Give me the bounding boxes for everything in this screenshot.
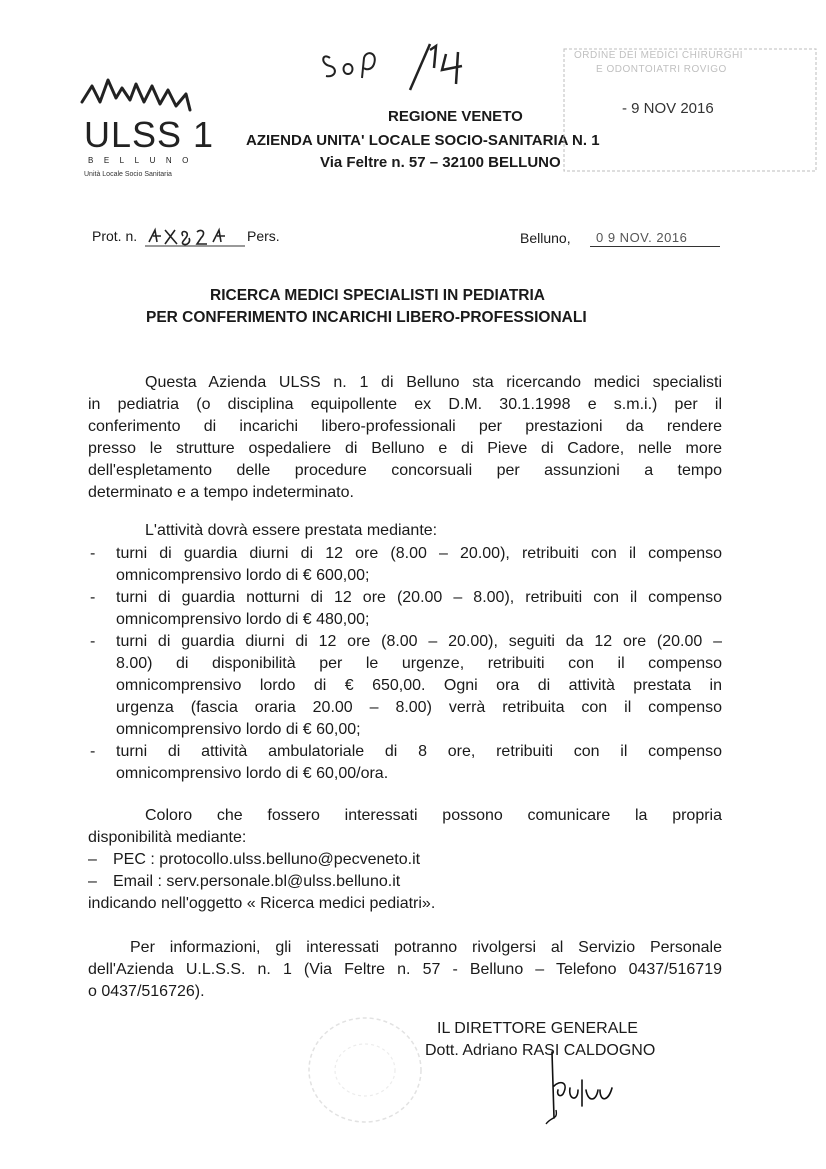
paragraph-line: conferimento di incarichi libero-professionali per prestazioni da rendere — [88, 418, 722, 435]
list-bullet: - — [90, 589, 96, 606]
activity-line: omnicomprensivo lordo di € 480,00; — [116, 611, 370, 628]
activity-line: omnicomprensivo lordo di € 60,00/ora. — [116, 765, 389, 782]
list-bullet: - — [90, 545, 96, 562]
info-line: o 0437/516726). — [88, 983, 205, 1000]
title-line-2: PER CONFERIMENTO INCARICHI LIBERO-PROFESSIONALI — [146, 309, 587, 326]
list-bullet: - — [90, 743, 96, 760]
paragraph-line: dell'espletamento delle procedure concorsuali per assunzioni a tempo — [88, 462, 722, 479]
paragraph-line: presso le strutture ospedaliere di Belluno e di Pieve di Cadore, nelle more — [88, 440, 722, 457]
logo-name: ULSS 1 — [84, 114, 215, 155]
protocol-suffix: Pers. — [247, 228, 280, 244]
paragraph-line: in pediatria (o disciplina equipollente ex D.M. 30.1.1998 e s.m.i.) per il — [88, 396, 722, 413]
activity-line: omnicomprensivo lordo di € 600,00; — [116, 567, 370, 584]
activity-line: turni di guardia notturni di 12 ore (20.00 – 8.00), retribuiti con il compenso — [116, 589, 722, 606]
activity-line: omnicomprensivo lordo di € 60,00; — [116, 721, 361, 738]
title-line-1: RICERCA MEDICI SPECIALISTI IN PEDIATRIA — [210, 287, 545, 304]
activity-line: turni di attività ambulatoriale di 8 ore, retribuiti con il compenso — [116, 743, 722, 760]
contact-email: Email : serv.personale.bl@ulss.belluno.it — [113, 873, 401, 890]
logo-subtitle: Unità Locale Socio Sanitaria — [84, 171, 172, 178]
header-agency: AZIENDA UNITA' LOCALE SOCIO-SANITARIA N. 1 — [246, 132, 600, 149]
handwritten-note — [318, 42, 478, 92]
paragraph-line: determinato e a tempo indeterminato. — [88, 484, 354, 501]
header-region: REGIONE VENETO — [388, 108, 523, 125]
signatory-name: Dott. Adriano RASI CALDOGNO — [425, 1042, 656, 1059]
list-bullet: - — [90, 633, 96, 650]
activity-line: urgenza (fascia oraria 20.00 – 8.00) verrà retribuita con il compenso — [116, 699, 722, 716]
contact-pec: PEC : protocollo.ulss.belluno@pecveneto.it — [113, 851, 421, 868]
date-underline — [590, 246, 720, 247]
activity-intro: L'attività dovrà essere prestata mediante: — [145, 522, 438, 539]
list-bullet: – — [88, 851, 97, 868]
signatory-role: IL DIRETTORE GENERALE — [437, 1020, 638, 1037]
list-bullet: – — [88, 873, 97, 890]
place-label: Belluno, — [520, 230, 571, 246]
activity-line: 8.00) di disponibilità per le urgenze, retribuiti con il compenso — [116, 655, 722, 672]
protocol-number-handwritten — [145, 226, 245, 248]
contact-line: Coloro che fossero interessati possono comunicare la propria — [145, 807, 722, 824]
header-address: Via Feltre n. 57 – 32100 BELLUNO — [320, 154, 561, 171]
contact-subject: indicando nell'oggetto « Ricerca medici pediatri». — [88, 895, 436, 912]
stamp-date: - 9 NOV 2016 — [622, 100, 714, 117]
activity-line: turni di guardia diurni di 12 ore (8.00 – 20.00), seguiti da 12 ore (20.00 – — [116, 633, 722, 650]
activity-line: omnicomprensivo lordo di € 650,00. Ogni ora di attività prestata in — [116, 677, 722, 694]
info-line: Per informazioni, gli interessati potranno rivolgersi al Servizio Personale — [130, 939, 722, 956]
document-date: 0 9 NOV. 2016 — [596, 230, 688, 245]
stamp-line-1: ORDINE DEI MEDICI CHIRURGHI — [574, 50, 744, 61]
activity-line: turni di guardia diurni di 12 ore (8.00 – 20.00), retribuiti con il compenso — [116, 545, 722, 562]
contact-line: disponibilità mediante: — [88, 829, 247, 846]
protocol-label: Prot. n. — [92, 228, 138, 244]
paragraph-line: Questa Azienda ULSS n. 1 di Belluno sta ricercando medici specialisti — [145, 374, 722, 391]
logo-city: BELLUNO — [88, 156, 199, 165]
round-stamp — [300, 1010, 430, 1130]
stamp-line-2: E ODONTOIATRI ROVIGO — [596, 64, 727, 75]
handwritten-signature — [538, 1040, 618, 1130]
info-line: dell'Azienda U.L.S.S. n. 1 (Via Feltre n. 57 - Belluno – Telefono 0437/516719 — [88, 961, 722, 978]
